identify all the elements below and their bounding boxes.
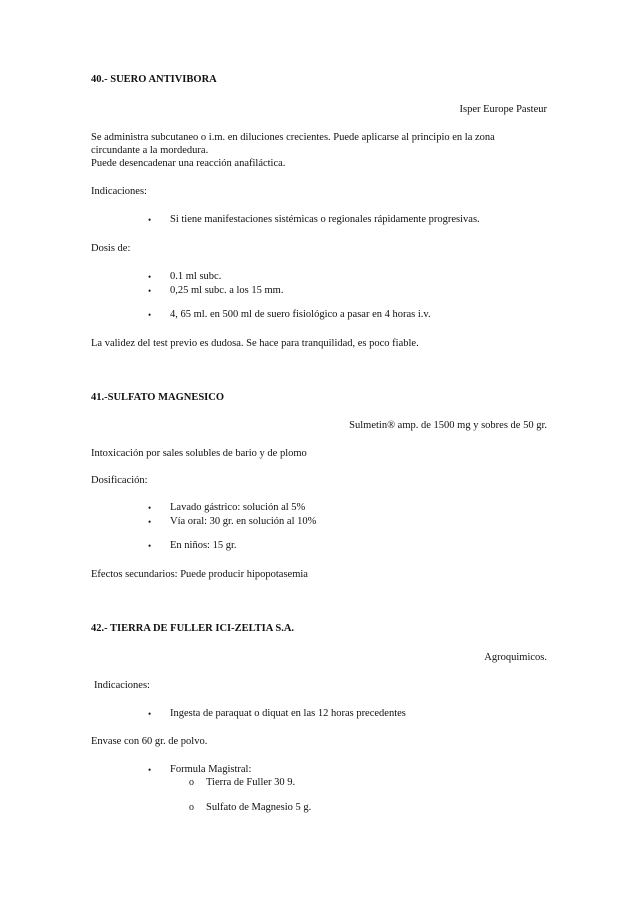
section-41-dos-item-3: En niños: 15 gr. (170, 540, 237, 551)
section-42-title: 42.- TIERRA DE FULLER ICI-ZELTIA S.A. (91, 623, 295, 634)
section-40-dosis-label: Dosis de: (91, 243, 131, 254)
section-40-title: 40.- SUERO ANTIVIBORA (91, 74, 217, 85)
section-40-desc-line-3: Puede desencadenar una reacción anafiláctica. (91, 158, 286, 169)
bullet-icon: • (148, 765, 152, 775)
section-42-supplier: Agroquimicos. (484, 652, 547, 663)
bullet-icon: • (148, 272, 152, 282)
section-42-formula-item-1: Tierra de Fuller 30 9. (206, 777, 296, 788)
section-40-dosis-item-2: 0,25 ml subc. a los 15 mm. (170, 285, 284, 296)
section-41-dos-item-1: Lavado gástrico: solución al 5% (170, 502, 306, 513)
section-40-supplier: Isper Europe Pasteur (459, 104, 547, 115)
section-41-effects: Efectos secundarios: Puede producir hipopotasemia (91, 569, 308, 580)
section-40-indicaciones-label: Indicaciones: (91, 186, 147, 197)
bullet-icon: • (148, 541, 152, 551)
section-41-supplier: Sulmetin® amp. de 1500 mg y sobres de 50 gr. (349, 420, 547, 431)
section-42-indicacion-item: Ingesta de paraquat o diquat en las 12 horas precedentes (170, 708, 406, 719)
section-40-indicacion-item: Si tiene manifestaciones sistémicas o regionales rápidamente progresivas. (170, 214, 480, 225)
section-42-envase: Envase con 60 gr. de polvo. (91, 736, 208, 747)
section-42-formula-label: Formula Magistral: (170, 764, 252, 775)
sub-bullet-icon: o (189, 777, 194, 788)
bullet-icon: • (148, 286, 152, 296)
section-41-title: 41.-SULFATO MAGNESICO (91, 392, 225, 403)
section-41-dos-item-2: Vía oral: 30 gr. en solución al 10% (170, 516, 317, 527)
section-42-indicaciones-label: Indicaciones: (94, 680, 150, 691)
section-41-dosificacion-label: Dosificación: (91, 475, 148, 486)
section-41-intoxicacion: Intoxicación por sales solubles de bario y de plomo (91, 448, 307, 459)
section-40-note: La validez del test previo es dudosa. Se hace para tranquilidad, es poco fiable. (91, 338, 419, 349)
bullet-icon: • (148, 517, 152, 527)
bullet-icon: • (148, 709, 152, 719)
bullet-icon: • (148, 215, 152, 225)
section-40-desc-line-2: circundante a la mordedura. (91, 145, 209, 156)
sub-bullet-icon: o (189, 802, 194, 813)
bullet-icon: • (148, 503, 152, 513)
section-40-dosis-item-1: 0.1 ml subc. (170, 271, 222, 282)
section-40-desc-line-1: Se administra subcutaneo o i.m. en diluciones crecientes. Puede aplicarse al principio en la zona (91, 132, 495, 143)
section-40-dosis-item-3: 4, 65 ml. en 500 ml de suero fisiológico a pasar en 4 horas i.v. (170, 309, 431, 320)
section-42-formula-item-2: Sulfato de Magnesio 5 g. (206, 802, 312, 813)
bullet-icon: • (148, 310, 152, 320)
